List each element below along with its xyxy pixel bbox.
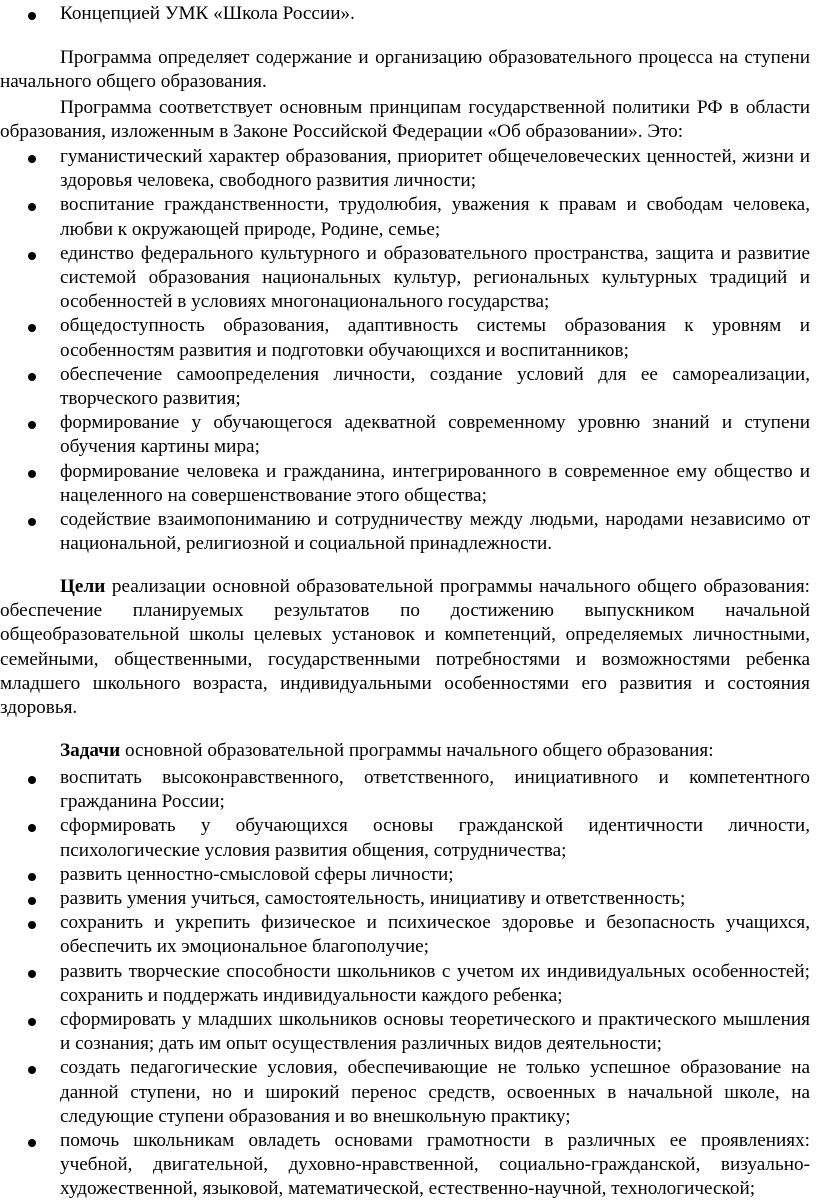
bullet-icon xyxy=(28,470,36,478)
bullet-icon xyxy=(28,824,36,832)
principles-list xyxy=(0,145,810,556)
bullet-icon xyxy=(28,203,36,211)
bullet-icon xyxy=(28,12,36,20)
tasks-heading: Задачи xyxy=(60,740,121,761)
bullet-icon xyxy=(28,252,36,260)
bullet-icon xyxy=(28,873,36,881)
bullet-icon xyxy=(28,1139,36,1147)
bullet-icon xyxy=(28,897,36,905)
paragraph-program-content: Программа определяет содержание и организацию образовательного процесса на ступени начального общего образования. xyxy=(0,47,810,93)
list-item: сохранить и укрепить физическое и психическое здоровье и безопасность учащихся, обеспечить их эмоциональное благополучие; xyxy=(0,911,810,959)
goals-heading: Цели xyxy=(60,576,106,597)
list-item: формирование человека и гражданина, интегрированного в современное ему общество и нацеленного на совершенствование этого общества; xyxy=(0,460,810,508)
list-item: развить творческие способности школьников с учетом их индивидуальных особенностей; сохранить и поддержать индивидуальности каждого ребенка; xyxy=(0,960,810,1008)
list-item: формирование у обучающегося адекватной современному уровню знаний и ступени обучения картины мира; xyxy=(0,411,810,459)
bullet-icon xyxy=(28,518,36,526)
list-item: единство федерального культурного и образовательного пространства, защита и развитие системой образования национальных культур, региональных культурных традиций и особенностей в условиях многонационального государства; xyxy=(0,242,810,315)
bullet-icon xyxy=(28,1066,36,1074)
list-item: развить ценностно-смысловой сферы личности; xyxy=(0,863,810,887)
bullet-icon xyxy=(28,921,36,929)
list-item: обеспечение самоопределения личности, создание условий для ее самореализации, творческого развития; xyxy=(0,363,810,411)
list-item: сформировать у обучающихся основы гражданской идентичности личности, психологические условия развития общения, сотрудничества; xyxy=(0,814,810,862)
paragraph-program-principles: Программа соответствует основным принципам государственной политики РФ в области образования, изложенным в Законе Российской Федерации «Об образовании». Это: xyxy=(0,97,810,143)
paragraph-tasks: Задачи основной образовательной программы начального общего образования: xyxy=(60,740,714,761)
bullet-icon xyxy=(28,776,36,784)
list-item: развить умения учиться, самостоятельность, инициативу и ответственность; xyxy=(0,887,810,911)
list-item: помочь школьникам овладеть основами грамотности в различных ее проявлениях: учебной, двигательной, духовно-нравственной, социально-гражданской, визуально-художественной, языковой, математической, естественно-научной, технологической; xyxy=(0,1129,810,1202)
list-item: Концепцией УМК «Школа России». xyxy=(0,2,810,26)
tasks-list xyxy=(0,766,810,1202)
list-item: воспитать высоконравственного, ответственного, инициативного и компетентного гражданина России; xyxy=(0,766,810,814)
top-bullet-list xyxy=(0,2,810,26)
bullet-icon xyxy=(28,373,36,381)
list-item: гуманистический характер образования, приоритет общечеловеческих ценностей, жизни и здоровья человека, свободного развития личности; xyxy=(0,145,810,193)
list-item: воспитание гражданственности, трудолюбия, уважения к правам и свободам человека, любви к окружающей природе, Родине, семье; xyxy=(0,193,810,241)
list-item: сформировать у младших школьников основы теоретического и практического мышления и сознания; дать им опыт осуществления различных видов деятельности; xyxy=(0,1008,810,1056)
paragraph-goals: Цели реализации основной образовательной программы начального общего образования: обеспечение планируемых результатов по достижению выпускником начальной общеобразовательной школы целевых установок и компетенций, определяемых личностными, семейными, общественными, государственными потребностями и возможностями ребенка младшего школьного возраста, индивидуальными особенностями его развития и состояния здоровья. xyxy=(0,576,810,719)
list-item: создать педагогические условия, обеспечивающие не только успешное образование на данной ступени, но и широкий перенос средств, освоенных в начальной школе, на следующие ступени образования и во внешкольную практику; xyxy=(0,1056,810,1129)
bullet-icon xyxy=(28,155,36,163)
bullet-icon xyxy=(28,324,36,332)
bullet-icon xyxy=(28,970,36,978)
bullet-icon xyxy=(28,421,36,429)
bullet-icon xyxy=(28,1018,36,1026)
list-item: содействие взаимопониманию и сотрудничеству между людьми, народами независимо от национальной, религиозной и социальной принадлежности. xyxy=(0,508,810,556)
list-item: общедоступность образования, адаптивность системы образования к уровням и особенностям развития и подготовки обучающихся и воспитанников; xyxy=(0,314,810,362)
